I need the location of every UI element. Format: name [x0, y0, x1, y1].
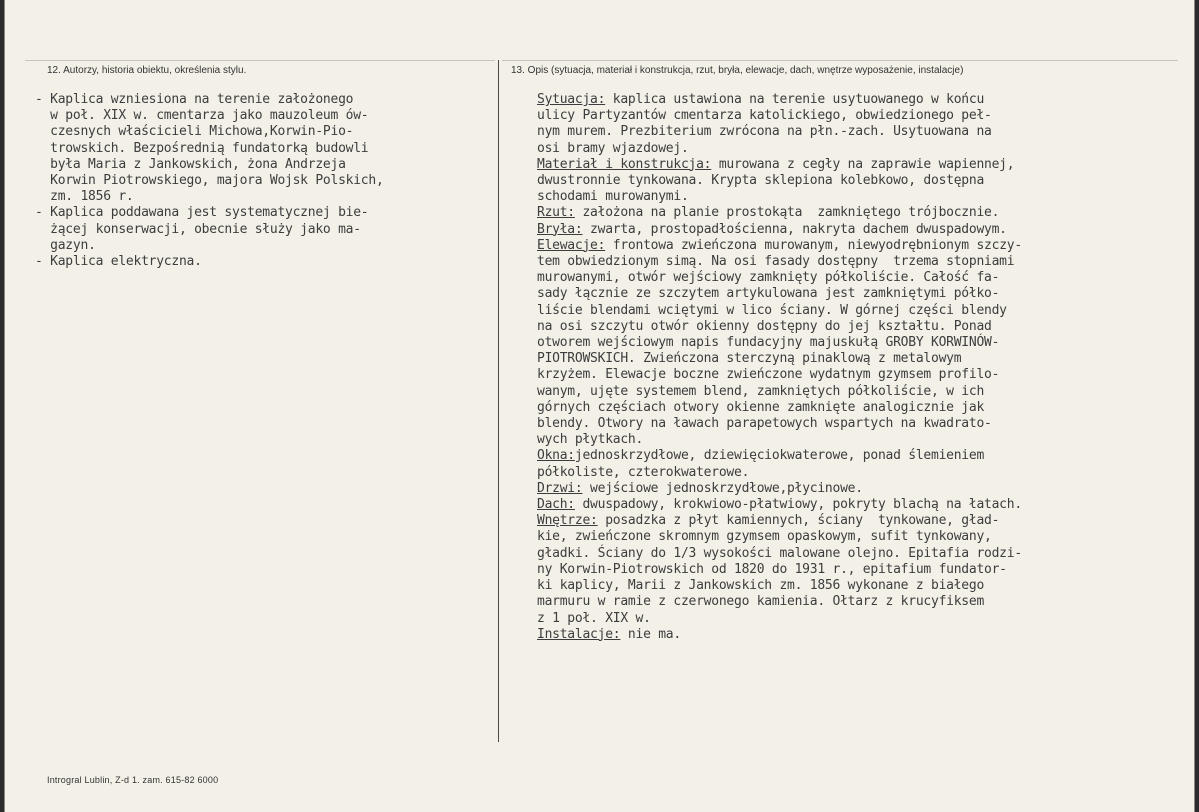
- description-line: [537, 319, 1022, 335]
- top-rule-right: [502, 60, 1178, 61]
- description-text-run: założona na planie prostokąta zamkniętego trójbocznie.: [574, 205, 1000, 221]
- description-line: [537, 529, 1022, 545]
- description-line: [537, 481, 1022, 497]
- section-label: Materiał i konstrukcja:: [537, 156, 712, 172]
- section-label: Okna:: [537, 448, 575, 464]
- description-text-run: jednoskrzydłowe, dziewięciokwaterowe, ponad ślemieniem: [574, 448, 985, 464]
- description-line: [537, 254, 1022, 270]
- description-text-run: schodami murowanymi.: [537, 189, 689, 205]
- description-text: [537, 92, 1022, 643]
- description-line: [537, 189, 1022, 205]
- column-divider: [498, 60, 499, 742]
- description-line: [537, 400, 1022, 416]
- description-line: [537, 303, 1022, 319]
- description-line: [537, 594, 1022, 610]
- description-text-run: liście blendami wciętymi w lico ściany. W górnej części blendy: [537, 302, 1007, 318]
- description-text-run: z 1 poł. XIX w.: [537, 610, 651, 626]
- description-text-run: osi bramy wjazdowej.: [537, 140, 689, 156]
- description-text-run: PIOTROWSKICH. Zwieńczona sterczyną pinaklową z metalowym: [537, 351, 962, 367]
- description-text-run: blendy. Otwory na ławach parapetowych wspartych na kwadrato-: [537, 416, 992, 432]
- description-line: [537, 448, 1022, 464]
- record-card-sheet: [4, 0, 1195, 812]
- history-line: żącej konserwacji, obecnie służy jako ma-: [35, 221, 361, 237]
- history-line: - Kaplica elektryczna.: [35, 254, 202, 270]
- description-line: [537, 627, 1022, 643]
- section-label: Dach:: [537, 497, 575, 513]
- description-line: [537, 562, 1022, 578]
- field-12-title: 12. Autorzy, historia obiektu, określenia stylu.: [47, 65, 247, 76]
- description-line: [537, 611, 1022, 627]
- description-text-run: nym murem. Prezbiterium zwrócona na płn.-zach. Usytuowana na: [537, 124, 992, 140]
- description-text-run: frontowa zwieńczona murowanym, niewyodrębnionym szczy-: [605, 237, 1022, 253]
- description-line: [537, 286, 1022, 302]
- description-text-run: na osi szczytu otwór okienny dostępny do jej kształtu. Ponad: [537, 318, 992, 334]
- description-text-run: ny Korwin-Piotrowskich od 1820 do 1931 r., epitafium fundator-: [537, 561, 1007, 577]
- history-line: - Kaplica poddawana jest systematycznej bie-: [35, 205, 369, 221]
- description-line: [537, 384, 1022, 400]
- description-line: [537, 465, 1022, 481]
- description-text-run: tem obwiedzionym simą. Na osi fasady dostępny trzema stopniami: [537, 254, 1015, 270]
- description-text-run: półkoliste, czterokwaterowe.: [537, 464, 750, 480]
- description-text-run: otworem wejściowym napis fundacyjny majuskułą GROBY KORWINÓW-: [537, 335, 1000, 351]
- description-line: [537, 157, 1022, 173]
- history-line: - Kaplica wzniesiona na terenie założonego: [35, 92, 354, 107]
- section-label: Drzwi:: [537, 480, 583, 496]
- description-line: [537, 513, 1022, 529]
- history-line: Korwin Piotrowskiego, majora Wojsk Polskich,: [35, 173, 384, 189]
- description-line: [537, 335, 1022, 351]
- history-line: gazyn.: [35, 237, 96, 253]
- description-line: [537, 205, 1022, 221]
- description-line: [537, 108, 1022, 124]
- description-line: [537, 416, 1022, 432]
- description-text-run: krzyżem. Elewacje boczne zwieńczone wydatnym gzymsem profilo-: [537, 367, 1000, 383]
- section-label: Bryła:: [537, 221, 583, 237]
- section-label: Wnętrze:: [537, 513, 598, 529]
- description-text-run: wanym, ujęte systemem blend, zamkniętych półkoliście, w ich: [537, 383, 985, 399]
- description-text-run: kie, zwieńczone skromnym gzymsem opaskowym, sufit tynkowany,: [537, 529, 992, 545]
- description-text-run: nie ma.: [620, 626, 681, 642]
- description-text-run: dwuspadowy, krokwiowo-płatwiowy, pokryty blachą na łatach.: [574, 497, 1022, 513]
- description-line: [537, 124, 1022, 140]
- description-line: [537, 238, 1022, 254]
- description-line: [537, 141, 1022, 157]
- description-line: [537, 367, 1022, 383]
- description-line: [537, 270, 1022, 286]
- field-13-title: 13. Opis (sytuacja, materiał i konstrukcja, rzut, bryła, elewacje, dach, wnętrze wyposażenie, instalacje): [511, 65, 964, 76]
- description-text-run: ulicy Partyzantów cmentarza katolickiego, obwiedzionego peł-: [537, 108, 992, 124]
- description-line: [537, 351, 1022, 367]
- description-text-run: gładki. Ściany do 1/3 wysokości malowane olejno. Epitafia rodzi-: [537, 545, 1022, 561]
- description-text-run: murowana z cegły na zaprawie wapiennej,: [711, 156, 1015, 172]
- description-text-run: zwarta, prostopadłościenna, nakryta dachem dwuspadowym.: [582, 221, 1007, 237]
- description-text-run: murowanymi, otwór wejściowy zamknięty półkoliście. Całość fa-: [537, 270, 1000, 286]
- history-line: w poł. XIX w. cmentarza jako mauzoleum ów-: [35, 108, 369, 124]
- description-text-run: wych płytkach.: [537, 432, 644, 448]
- printer-imprint: Introgral Lublin, Z-d 1. zam. 615-82 6000: [47, 775, 219, 785]
- section-label: Rzut:: [537, 205, 575, 221]
- description-text-run: marmuru w ramie z czerwonego kamienia. Ołtarz z krucyfiksem: [537, 594, 985, 610]
- description-text-run: dwustronnie tynkowana. Krypta sklepiona kolebkowo, dostępna: [537, 173, 985, 189]
- description-line: [537, 432, 1022, 448]
- description-text-run: górnych częściach otwory okienne zamknięte analogicznie jak: [537, 399, 985, 415]
- description-line: [537, 546, 1022, 562]
- description-text-run: wejściowe jednoskrzydłowe,płycinowe.: [582, 480, 863, 496]
- history-text: [35, 92, 384, 270]
- history-line: czesnych właścicieli Michowa,Korwin-Pio-: [35, 124, 354, 140]
- description-line: [537, 92, 1022, 108]
- history-line: zm. 1856 r.: [35, 189, 134, 205]
- description-text-run: posadzka z płyt kamiennych, ściany tynkowane, gład-: [597, 513, 1000, 529]
- description-line: [537, 222, 1022, 238]
- description-line: [537, 173, 1022, 189]
- description-text-run: kaplica ustawiona na terenie usytuowanego w końcu: [605, 92, 985, 107]
- section-label: Instalacje:: [537, 626, 621, 642]
- section-label: Sytuacja:: [537, 92, 606, 107]
- description-line: [537, 497, 1022, 513]
- description-text-run: sady łącznie ze szczytem artykulowana jest zamkniętymi półko-: [537, 286, 1000, 302]
- description-line: [537, 578, 1022, 594]
- section-label: Elewacje:: [537, 237, 606, 253]
- history-line: była Maria z Jankowskich, żona Andrzeja: [35, 156, 346, 172]
- top-rule-left: [25, 60, 495, 61]
- description-text-run: ki kaplicy, Marii z Jankowskich zm. 1856 wykonane z białego: [537, 578, 985, 594]
- history-line: trowskich. Bezpośrednią fundatorką budowli: [35, 140, 369, 156]
